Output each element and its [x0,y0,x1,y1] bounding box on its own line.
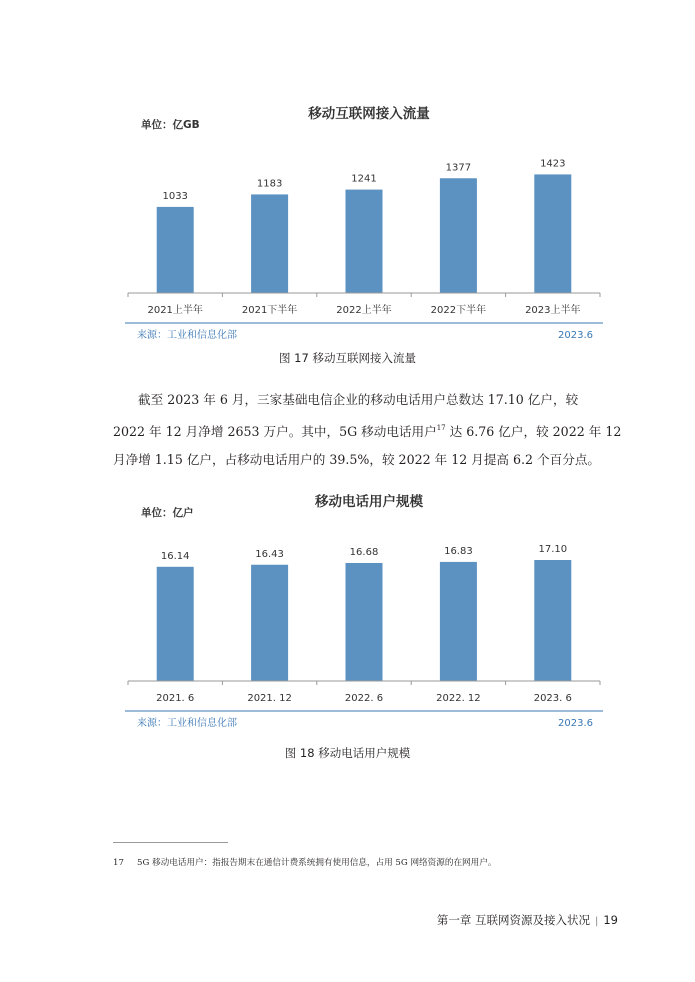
bar-0 [157,207,194,293]
x-tick-label-1: 2021下半年 [241,305,298,316]
chart-mobile-phone-users [125,488,603,733]
data-label-3: 16.83 [444,545,473,557]
bar-1 [251,194,288,293]
bar-3 [440,562,477,681]
bar-4 [534,174,571,293]
chapter-title: 第一章 互联网资源及接入状况 [436,913,590,927]
footnote [113,856,633,868]
data-label-4: 1423 [540,158,566,170]
paragraph-line-1: 截至 2023 年 6 月，三家基础电信企业的移动电话用户总数达 17.10 亿户，较 [138,392,579,407]
data-label-2: 16.68 [349,546,379,558]
x-tick-label-2: 2022上半年 [336,305,392,316]
page-footer [437,912,618,928]
figure-caption-17: 图 17 移动互联网接入流量 [279,351,416,365]
data-label-0: 1033 [162,190,188,202]
bar-3 [440,178,477,293]
source-text: 来源：工业和信息化部 [137,330,237,341]
figure-caption-18: 图 18 移动电话用户规模 [284,746,411,760]
bar-1 [251,565,288,681]
footnote-divider [113,842,228,843]
chart-title: 移动电话用户规模 [315,494,423,510]
x-tick-label-0: 2021. 6 [156,693,195,704]
page-number: 19 [603,913,618,927]
data-label-1: 1183 [256,178,283,190]
footer-separator: | [594,916,599,927]
x-tick-label-1: 2021. 12 [247,693,292,704]
paragraph-line-3: 月净增 1.15 亿户，占移动电话用户的 39.5%，较 2022 年 12 月提高 6.2 个百分点。 [113,452,601,467]
chart-mobile-internet-traffic [125,100,603,345]
bar-2 [346,563,383,681]
bar-0 [157,567,194,681]
data-label-1: 16.43 [255,548,284,560]
unit-label: 单位：亿GB [141,119,200,131]
x-tick-label-0: 2021上半年 [147,305,203,316]
x-tick-label-4: 2023上半年 [525,305,581,316]
x-tick-label-3: 2022下半年 [430,305,487,316]
data-label-4: 17.10 [538,544,568,556]
unit-label: 单位：亿户 [141,507,194,519]
footnote-number: 17 [113,858,124,868]
paragraph-line-2 [113,414,623,446]
body-paragraph [113,386,623,474]
data-label-3: 1377 [445,162,472,174]
footnote-reference: 17 [436,424,446,432]
source-text: 来源：工业和信息化部 [137,718,237,729]
x-tick-label-2: 2022. 6 [344,693,384,704]
bar-chart-users [125,488,603,733]
source-date: 2023.6 [558,718,593,729]
source-date: 2023.6 [558,330,593,341]
bar-2 [346,190,383,293]
bar-chart-traffic [125,100,603,345]
x-tick-label-3: 2022. 12 [436,693,481,704]
bar-4 [534,560,571,681]
paragraph-line-2a: 2022 年 12 月净增 2653 万户。其中，5G 移动电话用户 [113,424,437,439]
data-label-0: 16.14 [160,550,190,562]
paragraph-line-2b: 达 6.76 亿户，较 2022 年 12 [445,424,622,439]
x-tick-label-4: 2023. 6 [533,693,572,704]
chart-title: 移动互联网接入流量 [308,106,430,122]
footnote-text: 5G 移动电话用户：指报告期末在通信计费系统拥有使用信息，占用 5G 网络资源的在网用户。 [137,858,497,868]
data-label-2: 1241 [351,173,377,185]
